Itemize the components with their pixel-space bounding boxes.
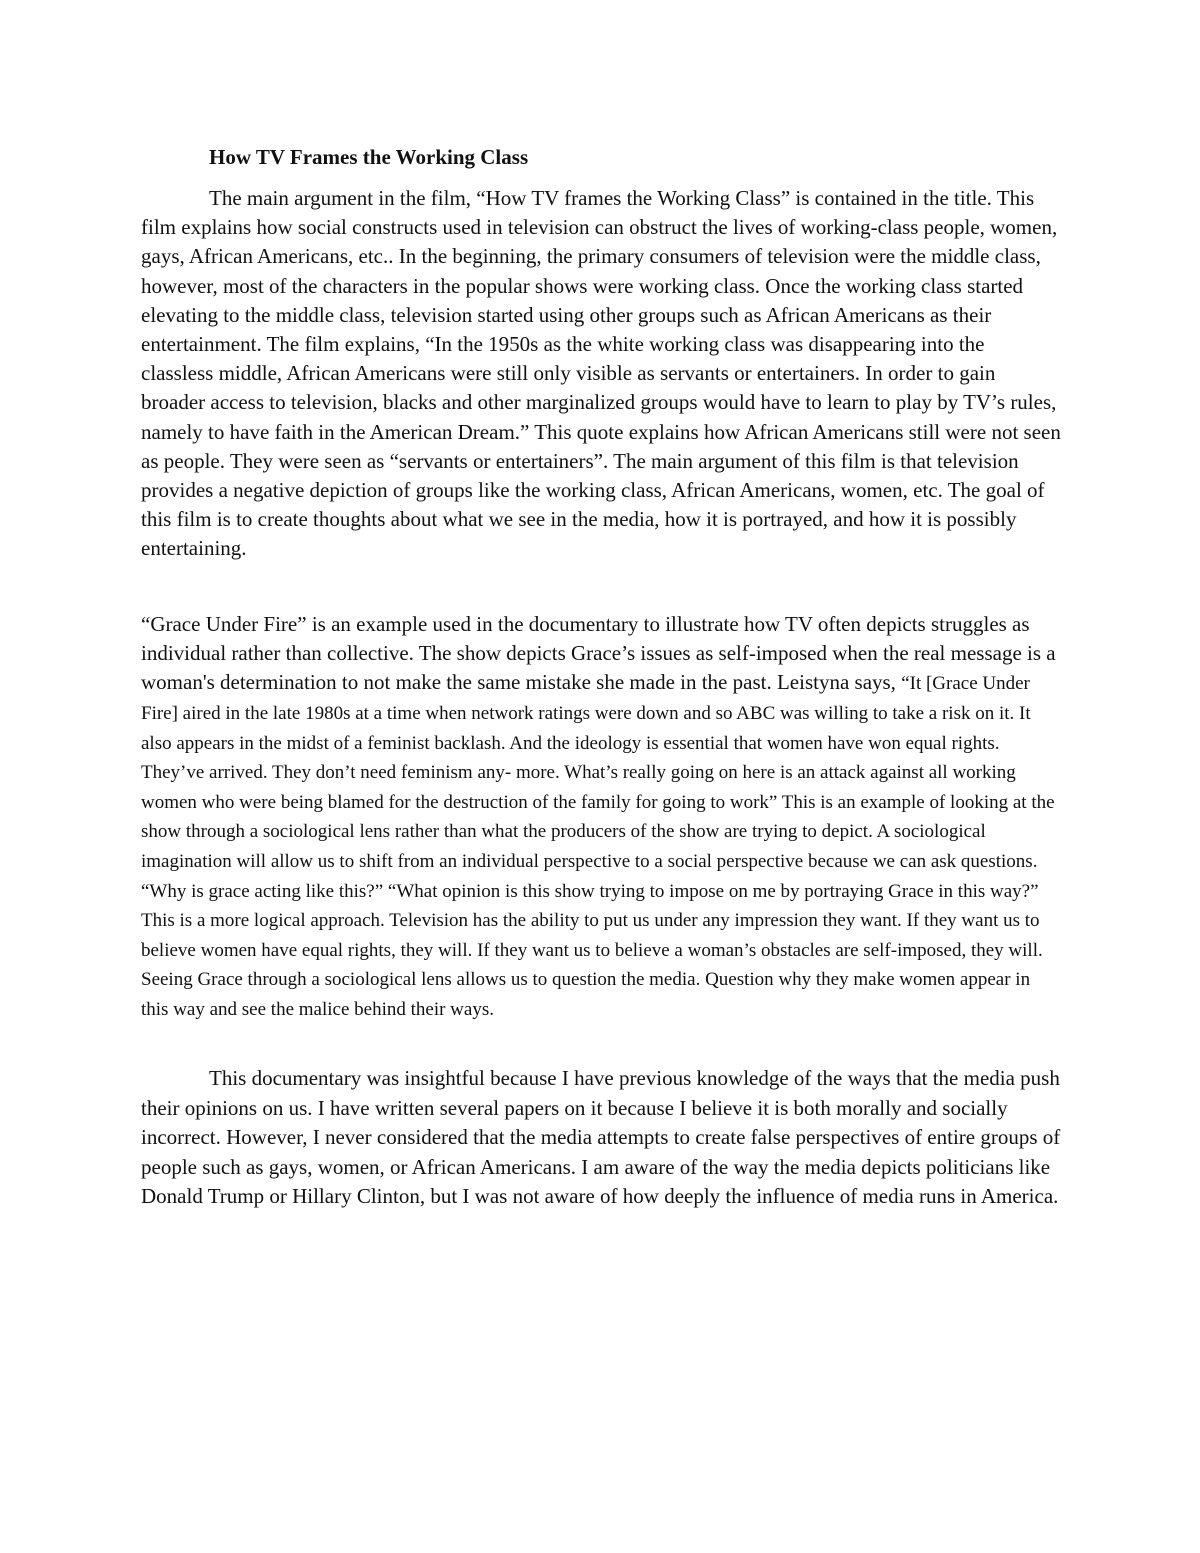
- paragraph-2-intro: “Grace Under Fire” is an example used in the documentary to illustrate how TV often depicts struggles as individual rather than collective. The show depicts Grace’s issues as self-imposed when the real message is a woman's determination to not make the same mistake she made in the past. Leistyna says,: [141, 612, 1056, 695]
- paragraph-3: This documentary was insightful because I have previous knowledge of the ways that the media push their opinions on us. I have written several papers on it because I believe it is both morally and socially incorrect. However, I never considered that the media attempts to create false perspectives of entire groups of people such as gays, women, or African Americans. I am aware of the way the media depicts politicians like Donald Trump or Hillary Clinton, but I was not aware of how deeply the influence of media runs in America.: [141, 1066, 1061, 1208]
- paragraph-2: [141, 610, 1061, 1024]
- paragraph-1: The main argument in the film, “How TV frames the Working Class” is contained in the title. This film explains how social constructs used in television can obstruct the lives of working-class people, women, gays, African Americans, etc.. In the beginning, the primary consumers of television were the middle class, however, most of the characters in the popular shows were working class. Once the working class started elevating to the middle class, television started using other groups such as African Americans as their entertainment. The film explains, “In the 1950s as the white working class was disappearing into the classless middle, African Americans were still only visible as servants or entertainers. In order to gain broader access to television, blacks and other marginalized groups would have to learn to play by TV’s rules, namely to have faith in the American Dream.” This quote explains how African Americans still were not seen as people. They were seen as “servants or entertainers”. The main argument of this film is that television provides a negative depiction of groups like the working class, African Americans, women, etc. The goal of this film is to create thoughts about what we see in the media, how it is portrayed, and how it is possibly entertaining.: [141, 186, 1061, 561]
- document-title: How TV Frames the Working Class: [209, 145, 529, 169]
- paragraph-2-quote-body: “It [Grace Under Fire] aired in the late 1980s at a time when network ratings were down and so ABC was willing to take a risk on it. It also appears in the midst of a feminist backlash. And the ideology is essential that women have won equal rights. They’ve arrived. They don’t need feminism any- more. What’s really going on here is an attack against all working women who were being blamed for the destruction of the family for going to work” This is an example of looking at the show through a sociological lens rather than what the producers of the show are trying to depict. A sociological imagination will allow us to shift from an individual perspective to a social perspective because we can ask questions. “Why is grace acting like this?” “What opinion is this show trying to impose on me by portraying Grace in this way?” This is a more logical approach. Television has the ability to put us under any impression they want. If they want us to believe women have equal rights, they will. If they want us to believe a woman’s obstacles are self-imposed, they will. Seeing Grace through a sociological lens allows us to question the media. Question why they make women appear in this way and see the malice behind their ways.: [141, 673, 1055, 1020]
